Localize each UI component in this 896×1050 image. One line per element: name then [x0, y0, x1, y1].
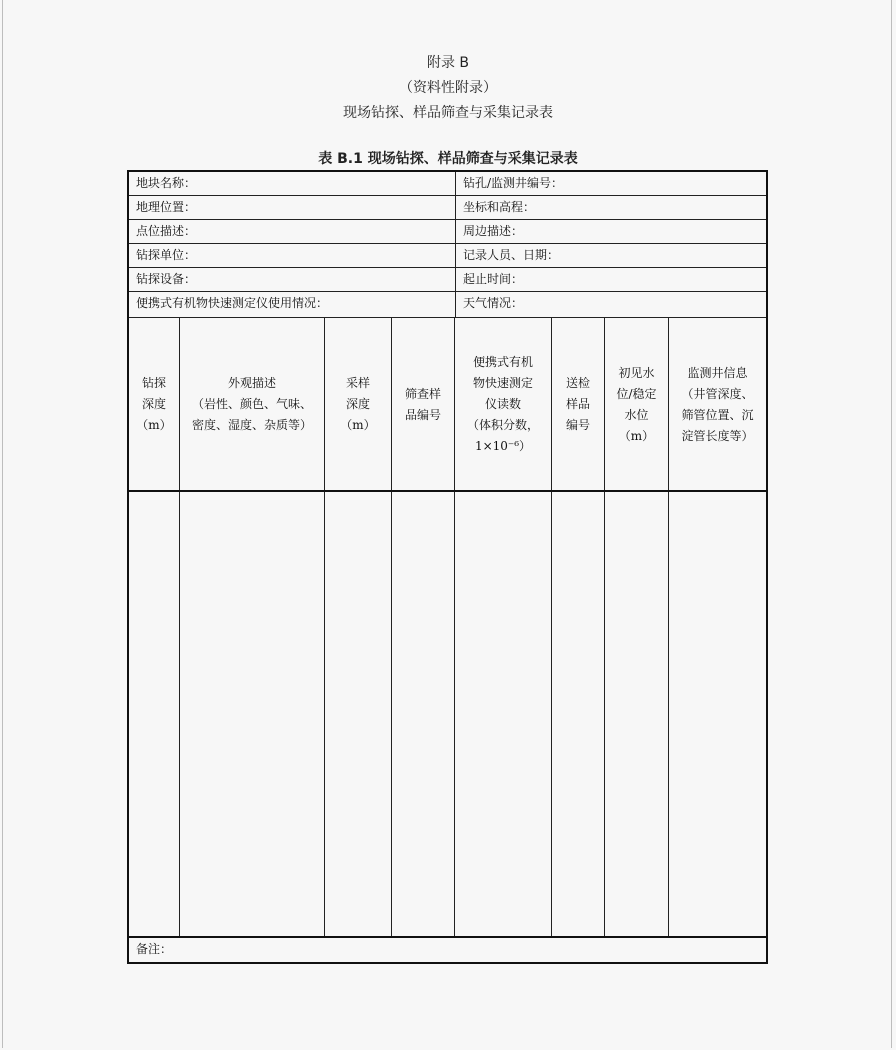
info-row [129, 244, 766, 268]
info-cell-drilling-unit: 钻探单位： [129, 244, 456, 267]
record-table [127, 170, 768, 964]
table-body-cell [129, 492, 180, 937]
table-body-cell [180, 492, 325, 937]
table-body-cell [325, 492, 392, 937]
info-cell-surroundings: 周边描述： [463, 224, 524, 238]
remark-label: 备注： [136, 942, 173, 956]
table-body-cell [669, 492, 766, 937]
column-header-well-info: 监测井信息 （井管深度、 筛管位置、沉 淀管长度等） [681, 365, 754, 443]
column-header-drill-depth: 钻探 深度 （m） [129, 318, 180, 491]
info-cell-site-name: 地块名称： [129, 172, 456, 195]
appendix-label: 附录 B [426, 55, 470, 71]
table-body-cell [605, 492, 669, 937]
info-cell-weather: 天气情况： [463, 296, 524, 310]
info-row [129, 292, 766, 318]
table-body-cell [392, 492, 455, 937]
page-title: 现场钻探、样品筛查与采集记录表 [343, 105, 553, 121]
info-cell-location: 地理位置： [129, 196, 456, 219]
column-header-screening-sample-id: 筛查样 品编号 [392, 318, 455, 491]
info-cell-coordinates: 坐标和高程： [463, 200, 536, 214]
info-cell-start-end-time: 起止时间： [463, 272, 524, 286]
column-header-appearance: 外观描述 （岩性、颜色、气味、 密度、湿度、杂质等） [180, 318, 325, 491]
info-row [129, 196, 766, 220]
info-cell-point-description: 点位描述： [129, 220, 456, 243]
column-header-sample-depth: 采样 深度 （m） [325, 318, 392, 491]
remark-row [129, 936, 766, 962]
info-cell-borehole-id: 钻孔/监测井编号： [463, 176, 564, 190]
info-cell-recorder-date: 记录人员、日期： [463, 248, 560, 262]
appendix-nature: （资料性附录） [399, 80, 497, 96]
info-cell-pid-usage: 便携式有机物快速测定仪使用情况： [129, 292, 456, 317]
info-cell-drilling-equipment: 钻探设备： [129, 268, 456, 291]
info-row [129, 220, 766, 244]
column-header-pid-reading: 便携式有机 物快速测定 仪读数 （体积分数， 1×10⁻⁶） [455, 318, 552, 491]
table-caption: 表 B.1 现场钻探、样品筛查与采集记录表 [318, 151, 578, 167]
table-body-cell [552, 492, 605, 937]
column-header-water-level: 初见水 位/稳定 水位 （m） [605, 318, 669, 491]
table-body-cell [455, 492, 552, 937]
column-header-lab-sample-id: 送检 样品 编号 [552, 318, 605, 491]
info-row [129, 172, 766, 196]
info-row [129, 268, 766, 292]
